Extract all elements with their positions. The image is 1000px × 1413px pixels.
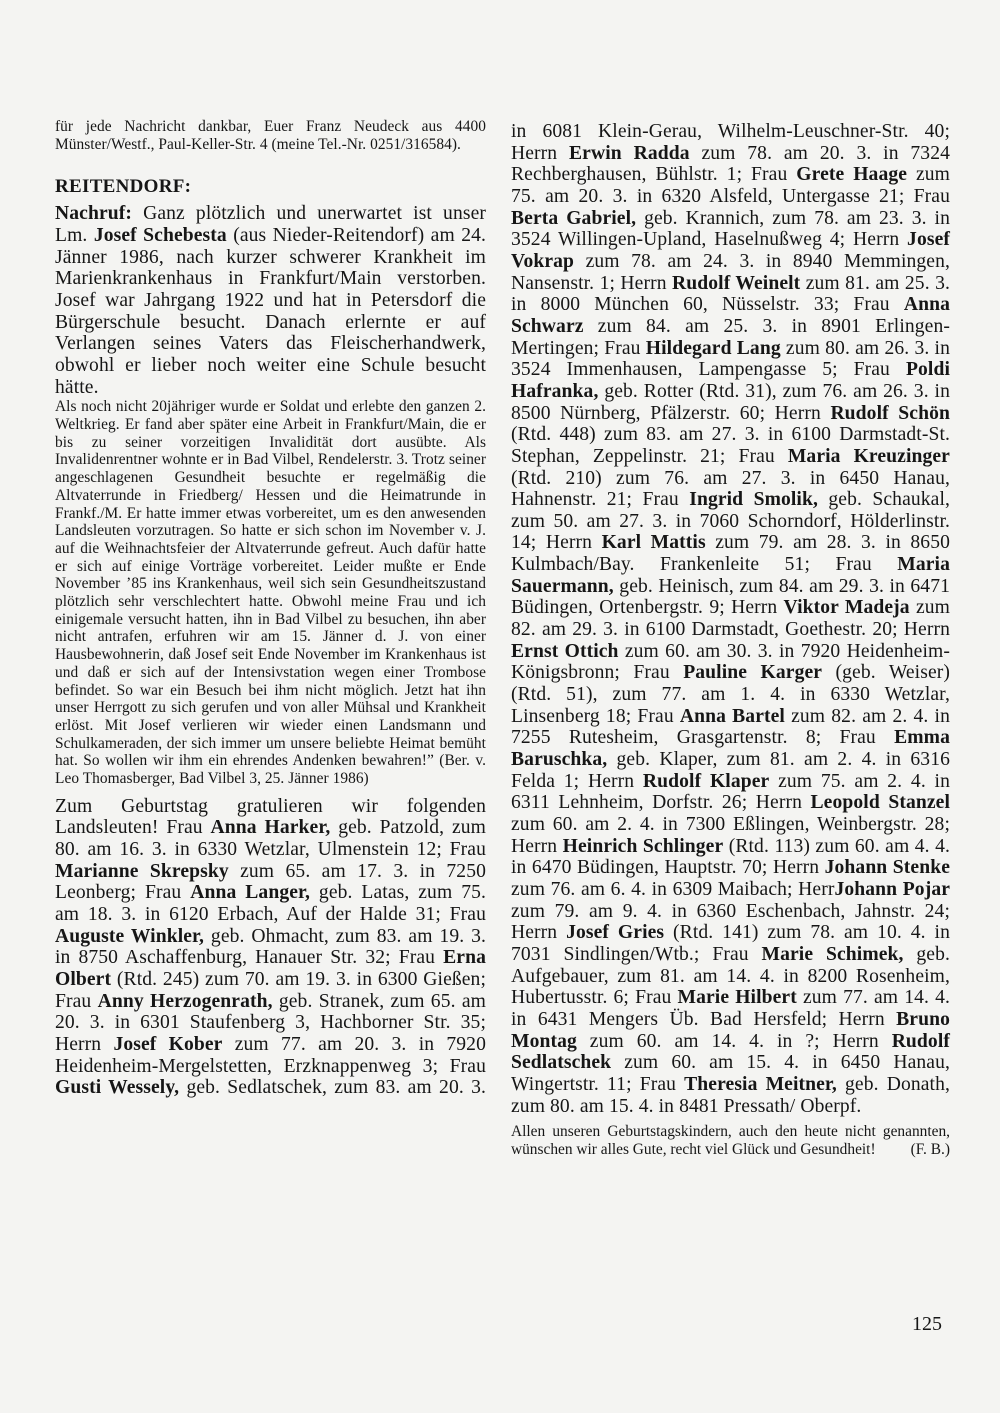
text-run: zum 78. am 24. 3. in 8940 Memmingen, Nansenstr. 1; Herrn [511,250,950,294]
person-name: Viktor Madeja [783,597,910,619]
person-name: Poldi Hafranka, [511,359,950,402]
text-run: geb. Krannich, zum 78. am 23. 3. in 3524 Willingen-Upland, Haselnußweg 4; Herrn [511,207,950,251]
signature: (F. B.) [910,1140,950,1158]
text-run: zum 81. am 25. 3. in 8000 München 60, Nüsselstr. 33; Frau [511,272,950,316]
text-run: geb. Ohmacht, zum 83. am 19. 3. in 8750 Aschaffenburg, Hanauer Str. 32; Frau [55,925,487,969]
obituary-paragraph [55,203,486,398]
intro-paragraph [55,118,486,153]
person-name: Josef Kober [113,1034,223,1055]
person-name: Auguste Winkler, [55,925,205,947]
person-name: Pauline Karger [683,662,823,684]
person-name: Berta Gabriel, [511,207,637,229]
text-run: zum 60. am 2. 4. in 7300 Eßlingen, Weinbergstr. 28; Herrn [511,814,950,857]
text-run: zum 60. am 14. 4. in ?; Herrn [576,1030,892,1052]
text-run: zum 75. am 20. 3. in 6320 Alsfeld, Untergasse 21; Frau [511,164,950,207]
person-name: Anna Bartel [679,705,785,727]
text-run: Zum Geburtstag gratulieren wir folgenden Landsleuten! Frau [55,795,486,839]
text-run: (geb. Weiser) (Rtd. 51), zum 77. am 1. 4. in 6330 Wetzlar, Linsenberg 18; Frau [511,662,950,727]
page-number: 125 [912,1313,942,1335]
text-run: zum 77. am 14. 4. in 6431 Mengers Üb. Bad Hersfeld; Herrn [511,987,950,1030]
person-name: Johann Pojar [834,878,951,900]
text-run: geb. Patzold, zum 80. am 16. 3. in 6330 Wetzlar, Ulmenstein 12; Frau [55,817,487,861]
person-name: Grete Haage [796,164,908,186]
text-run: geb. Aufgebauer, zum 81. am 14. 4. in 8200 Rosenheim, Hubertusstr. 6; Frau [511,943,950,1009]
person-name: Erna Olbert [55,947,486,991]
text-run: zum 65. am 17. 3. in 7250 Leonberg; Frau [55,860,487,904]
obituary-detail-paragraph [55,398,486,787]
person-name: Karl Mattis [601,532,706,554]
person-name: Erwin Radda [569,142,690,164]
right-column [511,121,950,1159]
text-run: (aus Nieder-Reitendorf) am 24. Jänner 1986, nach kurzer schwerer Krankheit im Marienkrankenhaus in Frankfurt/Main verstorben. Josef war Jahrgang 1922 und hat in Petersdorf die Bürgerschule besucht. Danach erlernte er auf Verlangen seines Vaters das Fleischerhandwerk, obwohl er lieber noch weiter eine Schule besucht hätte. [55,225,486,398]
text-run: geb. Donath, zum 80. am 15. 4. in 8481 Pressath/ Oberpf. [511,1073,950,1117]
text-run: (Rtd. 448) zum 83. am 27. 3. in 6100 Darmstadt-St. Stephan, Zeppelinstr. 21; Frau [511,424,950,467]
closing-paragraph [511,1123,950,1158]
text-run: geb. Klaper, zum 81. am 2. 4. in 6316 Felda 1; Herrn [511,749,950,792]
person-name: Anna Langer, [190,882,311,904]
person-name: Marianne Skrepsky [55,860,229,882]
person-name: Theresia Meitner, [684,1073,837,1095]
text-run: (Rtd. 141) zum 78. am 10. 4. in 7031 Sindlingen/Wtb.; Frau [511,922,950,965]
person-name: Maria Kreuzinger [787,445,950,467]
person-name: Bruno Montag [511,1008,950,1052]
person-name: Anna Harker, [210,817,331,839]
text-run: geb. Stranek, zum 65. am 20. 3. in 6301 Staufenberg 3, Hachborner Str. 35; Herrn [55,990,486,1055]
person-name: Rudolf Schön [830,402,950,424]
person-name: Rudolf Sedlatschek [511,1030,950,1074]
text-run: zum 76. am 6. 4. in 6309 Maibach; Herr [511,878,835,900]
person-name: Ernst Ottich [511,640,619,662]
text-run: zum 78. am 20. 3. in 7324 Rechberghausen, Bühlstr. 1; Frau [511,142,950,186]
closing-text: Allen unseren Geburtstagskindern, auch den heute nicht genannten, wünschen wir alles Gute, recht viel Glück und Gesundheit! [511,1123,950,1158]
text-run: zum 77. am 20. 3. in 7920 Heidenheim-Mergelstetten, Erzknappenweg 3; Frau [55,1034,486,1077]
person-name: Rudolf Weinelt [672,272,801,294]
person-name: Hildegard Lang [645,337,781,359]
person-name: Josef Gries [566,922,665,944]
person-name: Marie Hilbert [677,987,797,1009]
left-column [55,118,486,1099]
text-run: in 6081 Klein-Gerau, Wilhelm-Leuschner-Str. 40; Herrn [511,121,950,164]
text-run: zum 79. am 9. 4. in 6360 Eschenbach, Jahnstr. 24; Herrn [511,900,950,944]
person-name: Josef Vokrap [511,229,950,272]
text-run: geb. Latas, zum 75. am 18. 3. in 6120 Erbach, Auf der Halde 31; Frau [55,882,486,926]
text-run: zum 60. am 15. 4. in 6450 Hanau, Wingertstr. 11; Frau [511,1052,950,1095]
person-name: Gusti Wessely, [55,1077,180,1099]
text-run: geb. Rotter (Rtd. 31), zum 76. am 26. 3. in 8500 Nürnberg, Pfälzerstr. 60; Herrn [511,380,950,424]
text-run: geb. Schaukal, zum 50. am 27. 3. in 7060 Schorndorf, Hölderlinstr. 14; Herrn [511,489,950,554]
person-name: Josef Schebesta [93,225,227,247]
text-run: (Rtd. 210) zum 76. am 27. 3. in 6450 Hanau, Hahnenstr. 21; Frau [511,467,950,511]
text-run: geb. Heinisch, zum 84. am 29. 3. in 6471 Büdingen, Ortenbergstr. 9; Herrn [511,575,950,619]
person-name: Emma Baruschka, [511,727,950,771]
birthday-paragraph [55,796,486,1099]
person-name: Ingrid Smolik, [689,489,818,511]
person-name: Heinrich Schlinger [562,835,724,857]
person-name: Marie Schimek, [761,943,904,965]
text-run: (Rtd. 113) zum 60. am 4. 4. in 6470 Büdingen, Hauptstr. 70; Herrn [511,835,950,879]
birthday-paragraph-continued [511,121,950,1117]
person-name: Leopold Stanzel [810,792,951,814]
text-run: zum 82. am 29. 3. in 6100 Darmstadt, Goethestr. 20; Herrn [511,597,950,641]
person-name: Rudolf Klaper [642,770,770,792]
text-run: Als noch nicht 20jähriger wurde er Soldat und erlebte den ganzen 2. Weltkrieg. Er fand aber später eine Arbeit in Frankfurt/Main, die er bis zu seiner vorzeitigen Invalidität dort ausübte. Als Invalidenrentner wohnte er in Bad Vilbel, Rendelerstr. 3. Trotz seiner angeschlagenen Gesundheit besuchte er regelmäßig die Altvaterrunde in Friedberg/ Hessen und die Heimatrunde in Frankf./M. Er hatte immer etwas vorbereitet, um es den anwesenden Landsleuten vorzutragen. So hatte er sich schon im November v. J. auf die Weihnachtsfeier der Altvaterrunde gefreut. Auch dafür hatte er sich auf einige Vorträge vorbereitet. Leider mußte er Ende November ’85 ins Krankenhaus, weil sich sein Gesundheitszustand plötzlich sehr verschlechtert hatte. Obwohl meine Frau und ich einigemale versucht hatten, ihn in Bad Vilbel zu besuchen, ihn aber nicht antrafen, erfuhren wir am 15. Jänner d. J. von einer Hausbewohnerin, daß Josef seit Ende November im Krankenhaus ist und daß er sich auf der Intensivstation wegen einer Trombose befindet. So war ein Besuch bei ihm nicht möglich. Jetzt hat ihn unser Herrgott zu sich gerufen und von aller Mühsal und Krankheit erlöst. Mit Josef verlieren wir wieder einen Landsmann und Schulkameraden, der sich immer um unsere beliebte Heimat bemüht hat. So wollen wir ihm ein ehrendes Andenken bewahren!” (Ber. v. Leo Thomasberger, Bad Vilbel 3, 25. Jänner 1986) [55,398,486,788]
text-run: zum 75. am 2. 4. in 6311 Lehnheim, Dorfstr. 26; Herrn [511,770,951,814]
person-name: Nachruf: [55,203,132,225]
text-run: für jede Nachricht dankbar, Euer Franz Neudeck aus 4400 Münster/Westf., Paul-Keller-Str. 4 (meine Tel.-Nr. 0251/316584). [55,118,486,153]
text-run: zum 80. am 26. 3. in 3524 Immenhausen, Lampengasse 5; Frau [511,337,950,381]
text-run: zum 82. am 2. 4. in 7255 Rutesheim, Grasgartenstr. 8; Frau [511,705,950,749]
text-run: zum 84. am 25. 3. in 8901 Erlingen-Mertingen; Frau [511,315,950,359]
person-name: Anny Herzogenrath, [97,990,273,1012]
text-run: zum 79. am 28. 3. in 8650 Kulmbach/Bay. Frankenleite 51; Frau [511,532,950,576]
person-name: Anna Schwarz [511,294,950,337]
section-heading: REITENDORF: [55,176,192,198]
text-run: geb. Sedlatschek, zum 83. am 20. 3. [179,1077,486,1099]
person-name: Johann Stenke [824,857,950,879]
person-name: Maria Sauermann, [511,554,950,597]
text-run: (Rtd. 245) zum 70. am 19. 3. in 6300 Gießen; Frau [55,969,486,1012]
text-run: Ganz plötzlich und unerwartet ist unser Lm. [55,203,486,247]
text-run: zum 60. am 30. 3. in 7920 Heidenheim-Königsbronn; Frau [511,640,950,684]
